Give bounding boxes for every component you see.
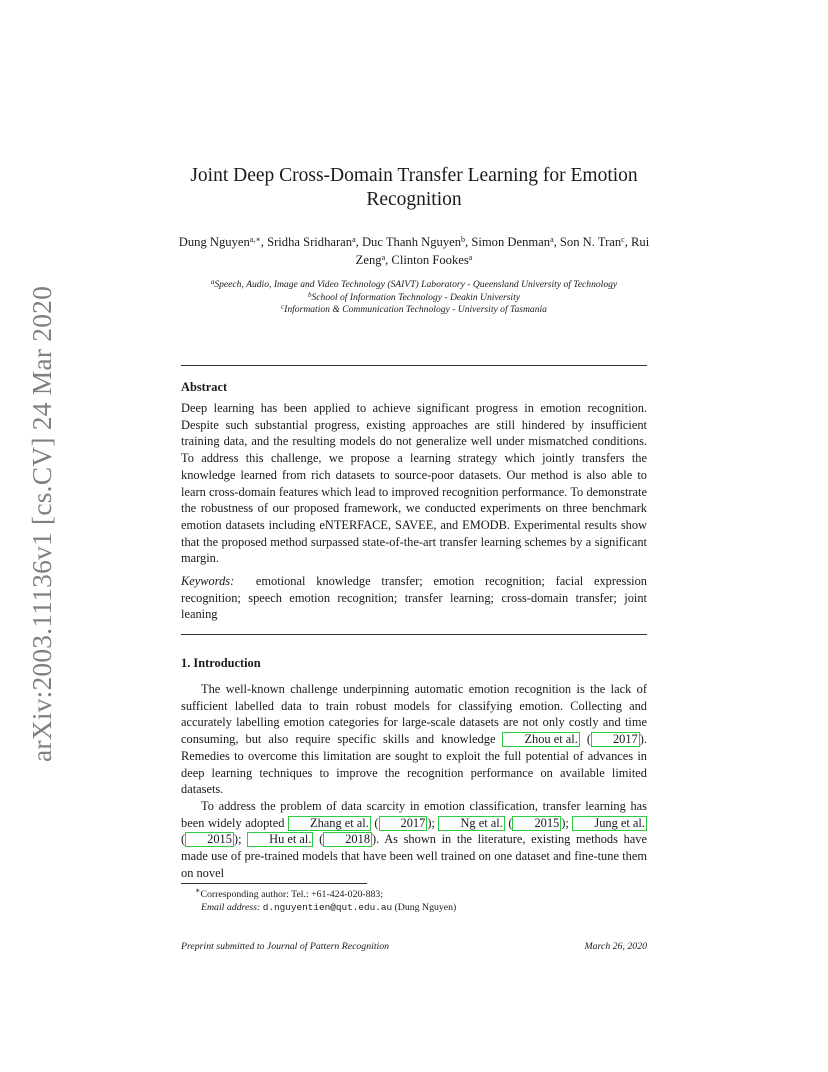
keywords-label: Keywords: <box>181 574 235 589</box>
abstract-top-rule <box>181 365 647 366</box>
email-link[interactable]: d.nguyentien@qut.edu.au <box>262 902 393 913</box>
citation-year-link[interactable]: 2017 <box>591 732 640 747</box>
author: Rui Zeng$^a$, <box>355 235 650 267</box>
affiliation: $^a$Speech, Audio, Image and Video Technology (SAIVT) Laboratory - Queensland University of Technology <box>210 278 618 290</box>
abstract-bottom-rule <box>181 634 647 635</box>
footer-date: March 26, 2020 <box>584 941 647 952</box>
keywords-text: emotional knowledge transfer; emotion recognition; facial expression recognition; speech emotion recognition; transfer learning; cross-domain transfer; joint leaning <box>181 574 647 622</box>
author: Dung Nguyen$^{a,∗}$, <box>178 235 268 249</box>
affiliation-list <box>150 279 678 317</box>
arxiv-stamp: arXiv:2003.11136v1 [cs.CV] 24 Mar 2020 <box>26 285 57 762</box>
affiliation: $^c$Information & Communication Technology - University of Tasmania <box>281 303 547 315</box>
keywords <box>181 573 647 623</box>
footnote-corresponding: ∗Corresponding author: Tel.: +61-424-020-883; <box>195 886 384 900</box>
abstract-section <box>181 380 647 623</box>
citation-link[interactable]: Zhang et al. <box>288 816 371 831</box>
citation-year-link[interactable]: 2015 <box>512 816 561 831</box>
abstract-heading: Abstract <box>181 380 228 394</box>
introduction-section <box>181 656 647 881</box>
intro-paragraph-1: The well-known challenge underpinning automatic emotion recognition is the lack of sufficient labelled data to train robust models for classifying emotion. Collecting and accurately labelling emotion categories for large-scale datasets are not only costly and time consuming, but also require specific skills and knowledge Zhou et al. ( 2017 ). Remedies to overcome this limitation are sought to exploit the full potential of advances in deep learning techniques to improve the recognition performance on available limited datasets. <box>181 682 647 797</box>
abstract-text: Deep learning has been applied to achieve significant progress in emotion recognition. Despite such substantial progress, existing approaches are still hindered by insufficient training data, and the resulting models do not generalize well under mismatched conditions. To address this challenge, we propose a learning strategy which jointly transfers the knowledge learned from rich datasets to source-poor datasets. Our method is also able to learn cross-domain features which lead to improved recognition performance. To demonstrate the robustness of our proposed framework, we conducted experiments on three benchmark emotion datasets including eNTERFACE, SAVEE, and EMODB. Experimental results show that the proposed method surpassed state-of-the-art transfer learning schemes by a significant margin. <box>181 401 647 566</box>
footnote-email: Email address: d.nguyentien@qut.edu.au (Dung Nguyen) <box>201 902 457 913</box>
footer-journal: Preprint submitted to Journal of Pattern Recognition <box>181 941 390 952</box>
citation-year-link[interactable]: 2017 <box>379 816 428 831</box>
section-heading-introduction: 1. Introduction <box>181 656 261 670</box>
footnote-rule <box>181 883 367 884</box>
intro-paragraph-2: To address the problem of data scarcity in emotion classification, transfer learning has been widely adopted Zhang et al. ( 2017 ); Ng et al. ( 2015 ); Jung et al. ( 2015 ); Hu et al. ( 2018 ). As shown in the literature, existing methods have made use of pre-trained models that have been well trained on one dataset and fine-tune them on novel <box>181 798 647 880</box>
citation-link[interactable]: Ng et al. <box>438 816 504 831</box>
citation-year-link[interactable]: 2018 <box>323 832 372 847</box>
citation-link[interactable]: Hu et al. <box>247 832 313 847</box>
author-list <box>170 233 658 269</box>
author: Son N. Tran$^c$, <box>559 235 632 249</box>
author: Clinton Fookes$^a$ <box>391 253 473 267</box>
paper-title: Joint Deep Cross-Domain Transfer Learning for Emotion Recognition <box>190 165 638 210</box>
affiliation: $^b$School of Information Technology - Deakin University <box>307 290 521 303</box>
footnote <box>181 888 647 914</box>
citation-link[interactable]: Zhou et al. <box>502 732 579 747</box>
author: Sridha Sridharan$^a$, <box>267 235 362 249</box>
author: Duc Thanh Nguyen$^b$, <box>361 235 472 249</box>
citation-link[interactable]: Jung et al. <box>572 816 647 831</box>
citation-year-link[interactable]: 2015 <box>185 832 234 847</box>
author: Simon Denman$^a$, <box>471 235 560 249</box>
